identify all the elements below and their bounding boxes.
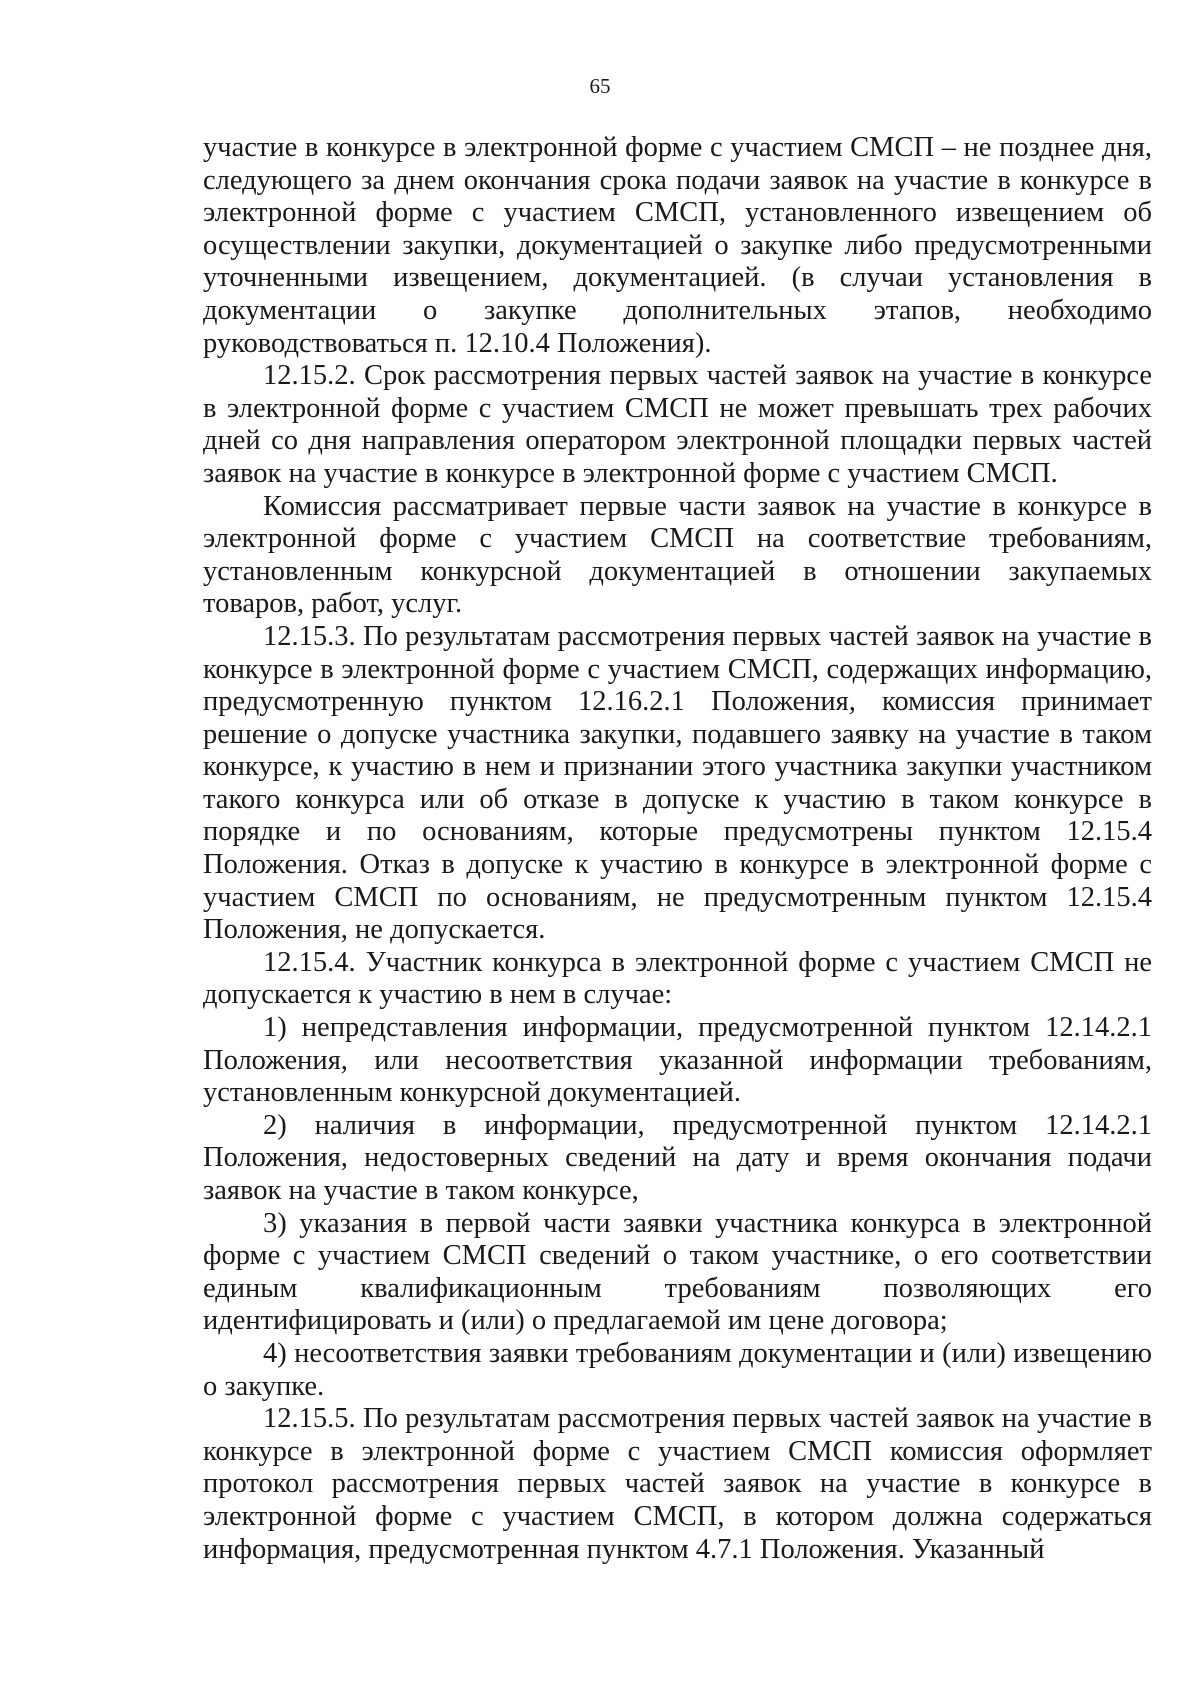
document-body	[203, 132, 1152, 1566]
list-item-4: 4) несоответствия заявки требованиям документации и (или) извещению о закупке.	[203, 1337, 1152, 1402]
paragraph-12-15-3: 12.15.3. По результатам рассмотрения первых частей заявок на участие в конкурсе в электронной форме с участием СМСП, содержащих информацию, предусмотренную пунктом 12.16.2.1 Положения, комиссия принимает решение о допуске участника закупки, подавшего заявку на участие в таком конкурсе, к участию в нем и признании этого участника закупки участником такого конкурса или об отказе в допуске к участию в таком конкурсе в порядке и по основаниям, которые предусмотрены пунктом 12.15.4 Положения. Отказ в допуске к участию в конкурсе в электронной форме с участием СМСП по основаниям, не предусмотренным пунктом 12.15.4 Положения, не допускается.	[203, 620, 1152, 946]
paragraph-12-15-4: 12.15.4. Участник конкурса в электронной форме с участием СМСП не допускается к участию в нем в случае:	[203, 946, 1152, 1011]
list-item-3: 3) указания в первой части заявки участника конкурса в электронной форме с участием СМСП сведений о таком участнике, о его соответствии единым квалификационным требованиям позволяющих его идентифицировать и (или) о предлагаемой им цене договора;	[203, 1207, 1152, 1337]
page-number: 65	[589, 74, 611, 98]
paragraph-12-15-2: 12.15.2. Срок рассмотрения первых частей заявок на участие в конкурсе в электронной форме с участием СМСП не может превышать трех рабочих дней со дня направления оператором электронной площадки первых частей заявок на участие в конкурсе в электронной форме с участием СМСП.	[203, 360, 1152, 489]
list-item-2: 2) наличия в информации, предусмотренной пунктом 12.14.2.1 Положения, недостоверных сведений на дату и время окончания подачи заявок на участие в таком конкурсе,	[203, 1109, 1152, 1206]
paragraph-12-15-5: 12.15.5. По результатам рассмотрения первых частей заявок на участие в конкурсе в электронной форме с участием СМСП комиссия оформляет протокол рассмотрения первых частей заявок на участие в конкурсе в электронной форме с участием СМСП, в котором должна содержаться информация, предусмотренная пунктом 4.7.1 Положения. Указанный	[203, 1403, 1152, 1565]
paragraph-commission-review: Комиссия рассматривает первые части заявок на участие в конкурсе в электронной форме с участием СМСП на соответствие требованиям, установленным конкурсной документацией в отношении закупаемых товаров, работ, услуг.	[203, 490, 1152, 620]
list-item-1: 1) непредставления информации, предусмотренной пунктом 12.14.2.1 Положения, или несоответствия указанной информации требованиям, установленным конкурсной документацией.	[203, 1012, 1152, 1109]
paragraph-continuation: участие в конкурсе в электронной форме с участием СМСП – не позднее дня, следующего за днем окончания срока подачи заявок на участие в конкурсе в электронной форме с участием СМСП, установленного извещением об осуществлении закупки, документацией о закупке либо предусмотренными уточненными извещением, документацией. (в случаи установления в документации о закупке дополнительных этапов, необходимо руководствоваться п. 12.10.4 Положения).	[203, 132, 1152, 359]
